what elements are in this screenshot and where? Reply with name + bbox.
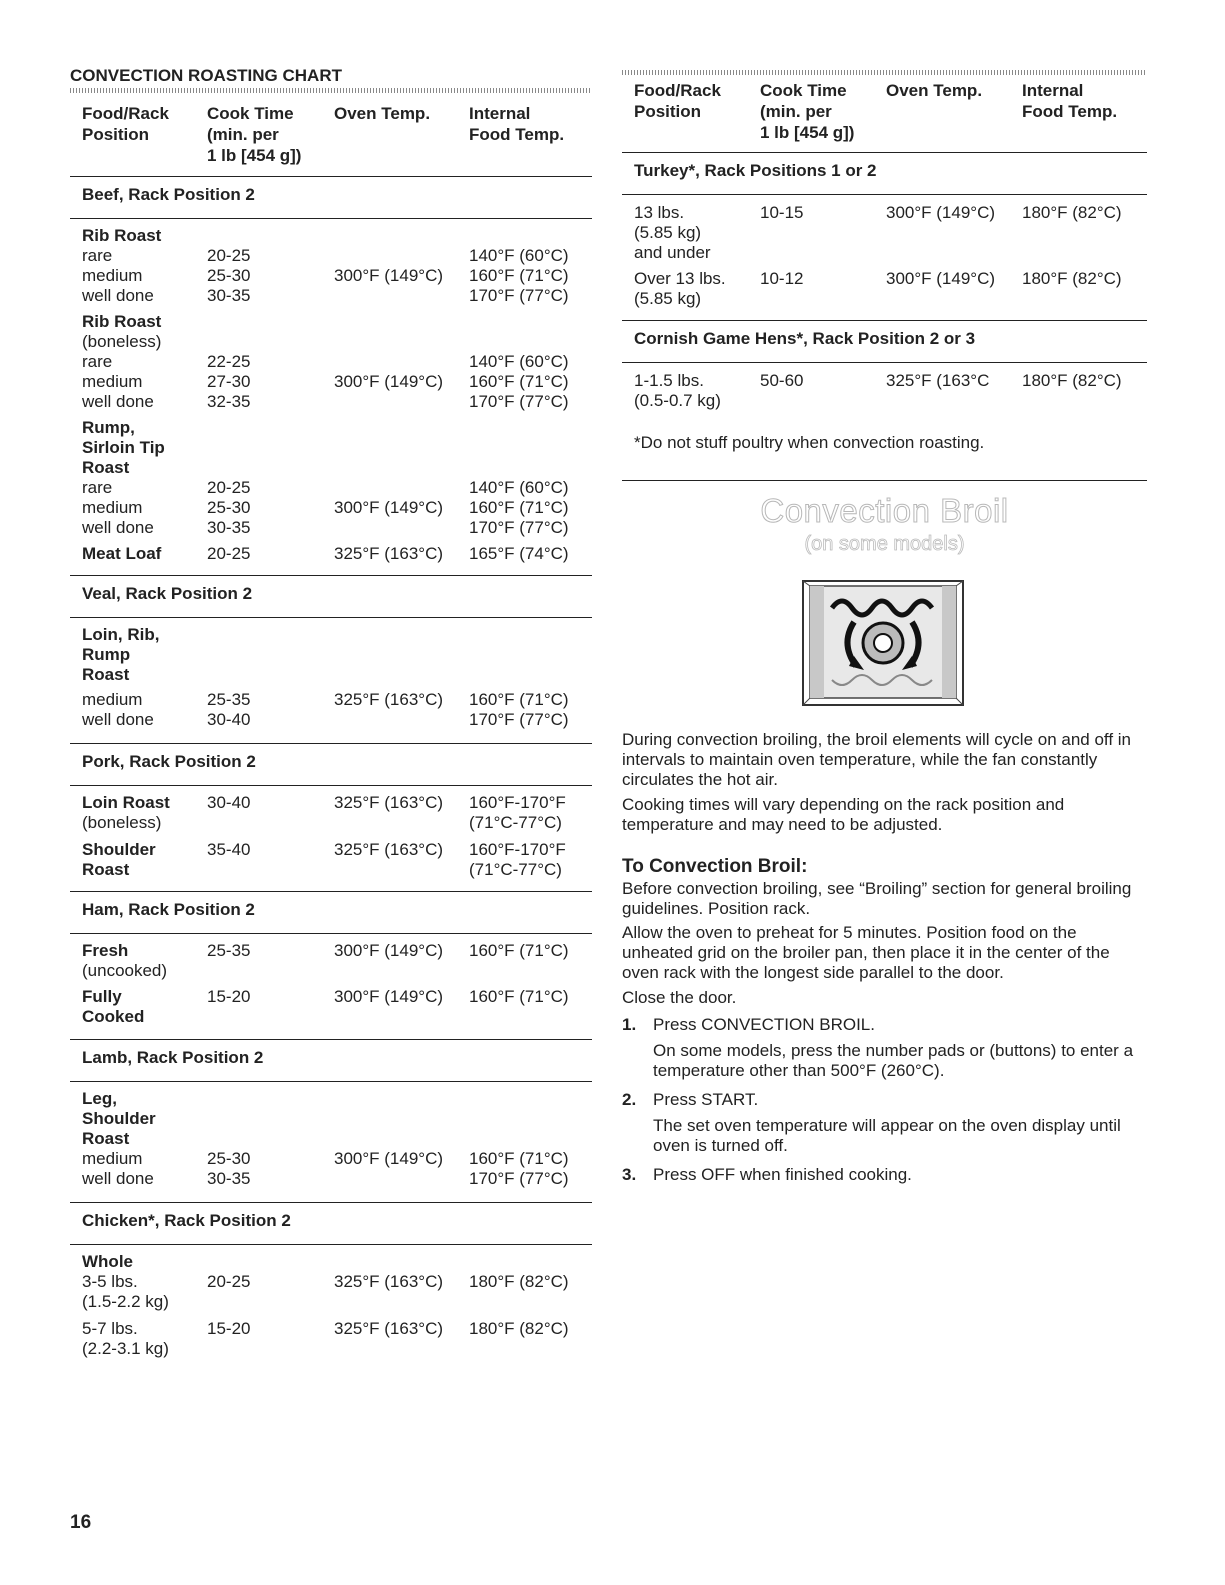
- table-row: [82, 1129, 592, 1149]
- table-row: [82, 518, 592, 538]
- food-cell: Shoulder: [82, 1109, 156, 1128]
- food-cell: (boneless): [82, 332, 162, 351]
- section-title: Ham, Rack Position 2: [82, 900, 255, 919]
- table-row: [82, 1169, 592, 1189]
- table-row: [82, 793, 592, 813]
- table-row: [634, 289, 1147, 309]
- header-internal-temp: Internal Food Temp.: [469, 104, 565, 144]
- table-row: [82, 392, 592, 412]
- food-cell: 5-7 lbs.: [82, 1319, 138, 1338]
- cook-time-cell: 25-30: [207, 498, 251, 517]
- internal-temp-cell: 170°F (77°C): [469, 392, 569, 411]
- section-rule: [622, 320, 1147, 321]
- internal-temp-cell: 170°F (77°C): [469, 1169, 569, 1188]
- food-cell: Fresh: [82, 941, 129, 960]
- section-rule: [70, 176, 592, 177]
- section-rule: [70, 218, 592, 219]
- oven-temp-cell: 325°F (163°C): [334, 840, 444, 859]
- cook-time-cell: 35-40: [207, 840, 251, 859]
- table-row: [82, 352, 592, 372]
- table-row: [82, 1089, 592, 1109]
- food-cell: (0.5-0.7 kg): [634, 391, 721, 410]
- table-row: [82, 987, 592, 1007]
- table-row: [82, 312, 592, 332]
- food-cell: Rib Roast: [82, 226, 162, 245]
- cook-time-cell: 30-40: [207, 793, 251, 812]
- cook-time-cell: 20-25: [207, 1272, 251, 1291]
- food-cell: (5.85 kg): [634, 223, 702, 242]
- table-row: [634, 243, 1147, 263]
- header-oven-temp: Oven Temp.: [334, 104, 431, 123]
- cook-time-cell: 32-35: [207, 392, 251, 411]
- food-cell: Roast: [82, 665, 130, 684]
- table-row: [82, 544, 592, 564]
- internal-temp-cell: 170°F (77°C): [469, 286, 569, 305]
- section-title: Chicken*, Rack Position 2: [82, 1211, 291, 1230]
- table-row: [82, 246, 592, 266]
- cook-time-cell: 30-35: [207, 286, 251, 305]
- step-number: 1.: [622, 1015, 637, 1034]
- section-rule: [70, 933, 592, 934]
- chart-title: CONVECTION ROASTING CHART: [70, 66, 342, 85]
- food-cell: medium: [82, 690, 143, 709]
- table-row: [82, 438, 592, 458]
- internal-temp-cell: 160°F (71°C): [469, 941, 569, 960]
- cook-time-cell: 25-35: [207, 690, 251, 709]
- table-row: [634, 203, 1147, 223]
- internal-temp-cell: 160°F (71°C): [469, 690, 569, 709]
- section-rule: [70, 743, 592, 744]
- internal-temp-cell: 160°F (71°C): [469, 266, 569, 285]
- dotted-divider: [622, 70, 1147, 75]
- food-cell: well done: [82, 1169, 154, 1188]
- section-rule: [622, 480, 1147, 481]
- header-cook-time: Cook Time (min. per 1 lb [454 g]): [207, 104, 302, 165]
- oven-temp-cell: 300°F (149°C): [886, 269, 996, 288]
- oven-temp-cell: 300°F (149°C): [886, 203, 996, 222]
- cook-time-cell: 22-25: [207, 352, 251, 371]
- section-rule: [622, 362, 1147, 363]
- food-cell: (2.2-3.1 kg): [82, 1339, 169, 1358]
- table-row: [82, 961, 592, 981]
- dotted-divider: [70, 88, 592, 93]
- internal-temp-cell: 180°F (82°C): [469, 1272, 569, 1291]
- food-cell: Shoulder: [82, 840, 156, 859]
- section-rule: [70, 891, 592, 892]
- header-cook-time: Cook Time (min. per 1 lb [454 g]): [760, 81, 855, 142]
- table-row: [82, 1272, 592, 1292]
- cook-time-cell: 30-35: [207, 518, 251, 537]
- table-row: [82, 1319, 592, 1339]
- oven-temp-cell: 325°F (163°C): [334, 793, 444, 812]
- internal-temp-cell: 140°F (60°C): [469, 246, 569, 265]
- internal-temp-cell: 160°F-170°F: [469, 840, 566, 859]
- food-cell: (1.5-2.2 kg): [82, 1292, 169, 1311]
- food-cell: Roast: [82, 860, 130, 879]
- food-cell: rare: [82, 352, 113, 371]
- section-rule: [622, 194, 1147, 195]
- header-internal-temp: Internal Food Temp.: [1022, 81, 1118, 121]
- cook-time-cell: 15-20: [207, 1319, 251, 1338]
- internal-temp-cell: (71°C-77°C): [469, 860, 562, 879]
- table-row: [82, 665, 592, 685]
- table-row: [82, 372, 592, 392]
- food-cell: Fully: [82, 987, 122, 1006]
- table-row: [82, 458, 592, 478]
- section-rule: [70, 575, 592, 576]
- internal-temp-cell: (71°C-77°C): [469, 813, 562, 832]
- cook-time-cell: 20-25: [207, 246, 251, 265]
- step-text: Press CONVECTION BROIL.: [653, 1015, 875, 1034]
- step-number: 3.: [622, 1165, 637, 1184]
- cook-time-cell: 25-30: [207, 266, 251, 285]
- oven-temp-cell: 325°F (163°C): [334, 1319, 444, 1338]
- convection-broil-title: Convection Broil: [760, 492, 1009, 529]
- oven-temp-cell: 325°F (163°C): [334, 1272, 444, 1291]
- table-row: [82, 813, 592, 833]
- cook-time-cell: 50-60: [760, 371, 804, 390]
- step-detail: On some models, press the number pads or (buttons) to enter a temperature other than 500°F (260°C).: [653, 1041, 1134, 1080]
- cook-time-cell: 20-25: [207, 544, 251, 563]
- table-row: [82, 690, 592, 710]
- table-row: [82, 625, 592, 645]
- oven-temp-cell: 300°F (149°C): [334, 266, 444, 285]
- internal-temp-cell: 165°F (74°C): [469, 544, 569, 563]
- food-cell: (boneless): [82, 813, 162, 832]
- food-cell: Rib Roast: [82, 312, 162, 331]
- internal-temp-cell: 140°F (60°C): [469, 478, 569, 497]
- table-row: [82, 1252, 592, 1272]
- table-row: [82, 941, 592, 961]
- food-cell: well done: [82, 392, 154, 411]
- cook-time-cell: 10-12: [760, 269, 804, 288]
- food-cell: medium: [82, 1149, 143, 1168]
- food-cell: 13 lbs.: [634, 203, 685, 222]
- internal-temp-cell: 160°F-170°F: [469, 793, 566, 812]
- table-row: [82, 418, 592, 438]
- table-row: [82, 1007, 592, 1027]
- internal-temp-cell: 160°F (71°C): [469, 372, 569, 391]
- table-row: [634, 269, 1147, 289]
- section-rule: [70, 617, 592, 618]
- food-cell: rare: [82, 478, 113, 497]
- cook-time-cell: 25-30: [207, 1149, 251, 1168]
- page-number: 16: [70, 1512, 92, 1533]
- table-row: [82, 1149, 592, 1169]
- step-text: Press START.: [653, 1090, 759, 1109]
- section-title: Cornish Game Hens*, Rack Position 2 or 3: [634, 329, 976, 348]
- internal-temp-cell: 170°F (77°C): [469, 710, 569, 729]
- paragraph: Close the door.: [622, 988, 737, 1007]
- food-cell: medium: [82, 498, 143, 517]
- food-cell: (uncooked): [82, 961, 168, 980]
- food-cell: Meat Loaf: [82, 544, 162, 563]
- internal-temp-cell: 180°F (82°C): [1022, 371, 1122, 390]
- table-row: [82, 226, 592, 246]
- section-title: Turkey*, Rack Positions 1 or 2: [634, 161, 877, 180]
- section-rule: [622, 152, 1147, 153]
- oven-temp-cell: 300°F (149°C): [334, 1149, 444, 1168]
- table-row: [82, 860, 592, 880]
- cook-time-cell: 25-35: [207, 941, 251, 960]
- internal-temp-cell: 170°F (77°C): [469, 518, 569, 537]
- food-cell: 1-1.5 lbs.: [634, 371, 704, 390]
- paragraph: Allow the oven to preheat for 5 minutes. Position food on the unheated grid on the broiler pan, then place it in the center of the oven rack with the longest side parallel to the door.: [622, 923, 1110, 982]
- header-oven-temp: Oven Temp.: [886, 81, 983, 100]
- food-cell: Whole: [82, 1252, 133, 1271]
- food-cell: Rump: [82, 645, 131, 664]
- internal-temp-cell: 160°F (71°C): [469, 1149, 569, 1168]
- oven-temp-cell: 325°F (163°C: [886, 371, 990, 390]
- section-rule: [70, 1081, 592, 1082]
- food-cell: Sirloin Tip: [82, 438, 165, 457]
- header-food: Food/Rack Position: [82, 104, 169, 144]
- cook-time-cell: 15-20: [207, 987, 251, 1006]
- section-rule: [70, 1202, 592, 1203]
- food-cell: medium: [82, 372, 143, 391]
- table-row: [82, 1109, 592, 1129]
- food-cell: (5.85 kg): [634, 289, 702, 308]
- food-cell: Loin, Rib,: [82, 625, 160, 644]
- food-cell: medium: [82, 266, 143, 285]
- oven-temp-cell: 325°F (163°C): [334, 690, 444, 709]
- section-rule: [70, 1244, 592, 1245]
- food-cell: Roast: [82, 458, 130, 477]
- cook-time-cell: 30-35: [207, 1169, 251, 1188]
- oven-temp-cell: 300°F (149°C): [334, 372, 444, 391]
- internal-temp-cell: 180°F (82°C): [469, 1319, 569, 1338]
- table-row: [82, 840, 592, 860]
- step-number: 2.: [622, 1090, 637, 1109]
- food-cell: well done: [82, 518, 154, 537]
- section-title: Beef, Rack Position 2: [82, 185, 255, 204]
- food-cell: Roast: [82, 1129, 130, 1148]
- table-row: [634, 391, 1147, 411]
- oven-temp-cell: 300°F (149°C): [334, 941, 444, 960]
- internal-temp-cell: 160°F (71°C): [469, 987, 569, 1006]
- food-cell: well done: [82, 710, 154, 729]
- table-row: [82, 266, 592, 286]
- food-cell: 3-5 lbs.: [82, 1272, 138, 1291]
- oven-temp-cell: 325°F (163°C): [334, 544, 444, 563]
- cook-time-cell: 30-40: [207, 710, 251, 729]
- internal-temp-cell: 180°F (82°C): [1022, 269, 1122, 288]
- section-title: Lamb, Rack Position 2: [82, 1048, 264, 1067]
- oven-temp-cell: 300°F (149°C): [334, 987, 444, 1006]
- cook-time-cell: 20-25: [207, 478, 251, 497]
- section-title: Veal, Rack Position 2: [82, 584, 253, 603]
- convection-broil-subtitle: (on some models): [804, 533, 965, 555]
- section-heading: To Convection Broil:: [622, 856, 808, 877]
- table-row: [82, 1292, 592, 1312]
- footnote: *Do not stuff poultry when convection roasting.: [634, 433, 985, 452]
- step-detail: The set oven temperature will appear on the oven display until oven is turned off.: [653, 1116, 1121, 1155]
- food-cell: Rump,: [82, 418, 135, 437]
- food-cell: well done: [82, 286, 154, 305]
- paragraph: Cooking times will vary depending on the rack position and temperature and may need to be adjusted.: [622, 795, 1065, 834]
- table-row: [82, 645, 592, 665]
- section-rule: [70, 785, 592, 786]
- table-row: [82, 332, 592, 352]
- section-rule: [70, 1039, 592, 1040]
- food-cell: Cooked: [82, 1007, 145, 1026]
- oven-fan-icon: [802, 580, 964, 706]
- table-row: [634, 371, 1147, 391]
- food-cell: and under: [634, 243, 711, 262]
- paragraph: During convection broiling, the broil elements will cycle on and off in intervals to maintain oven temperature, while the fan constantly circulates the hot air.: [622, 730, 1132, 789]
- internal-temp-cell: 180°F (82°C): [1022, 203, 1122, 222]
- cook-time-cell: 27-30: [207, 372, 251, 391]
- food-cell: rare: [82, 246, 113, 265]
- food-cell: Leg,: [82, 1089, 117, 1108]
- oven-temp-cell: 300°F (149°C): [334, 498, 444, 517]
- table-row: [82, 498, 592, 518]
- paragraph: Before convection broiling, see “Broiling” section for general broiling guidelines. Position rack.: [622, 879, 1132, 918]
- food-cell: Over 13 lbs.: [634, 269, 726, 288]
- internal-temp-cell: 160°F (71°C): [469, 498, 569, 517]
- header-food: Food/Rack Position: [634, 81, 721, 121]
- table-row: [82, 710, 592, 730]
- step-text: Press OFF when finished cooking.: [653, 1165, 912, 1184]
- table-row: [634, 223, 1147, 243]
- cook-time-cell: 10-15: [760, 203, 804, 222]
- table-row: [82, 286, 592, 306]
- table-row: [82, 1339, 592, 1359]
- food-cell: Loin Roast: [82, 793, 170, 812]
- table-row: [82, 478, 592, 498]
- section-title: Pork, Rack Position 2: [82, 752, 256, 771]
- internal-temp-cell: 140°F (60°C): [469, 352, 569, 371]
